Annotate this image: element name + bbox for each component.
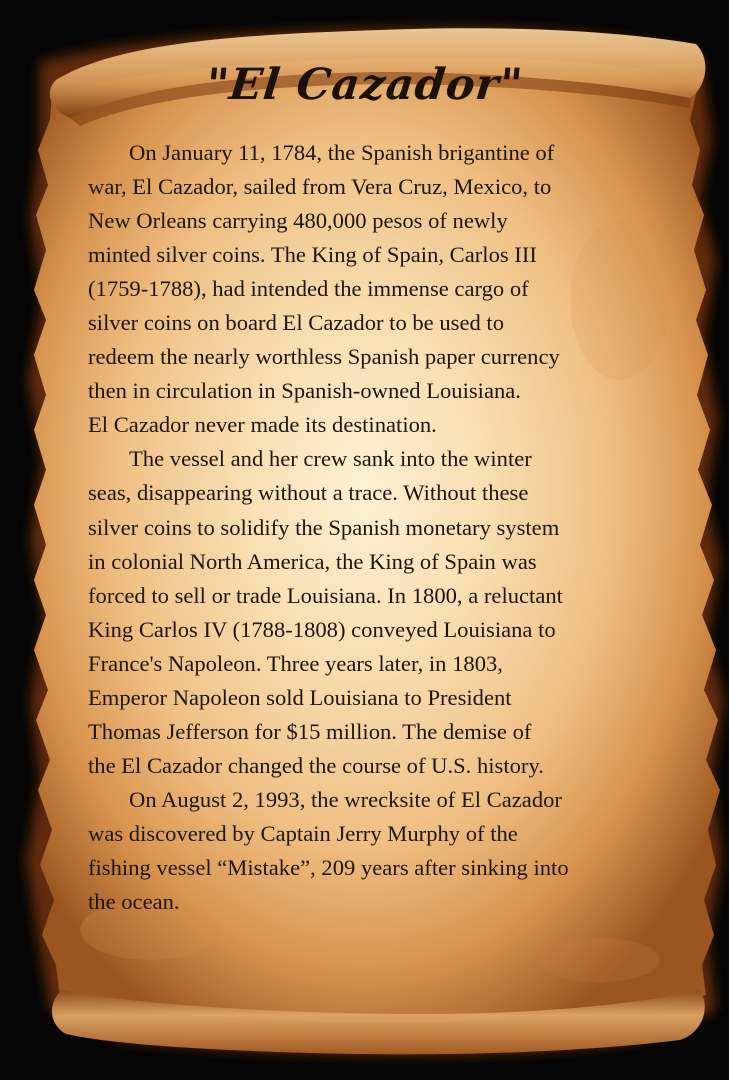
text-line: silver coins to solidify the Spanish monetary system — [88, 514, 560, 540]
document-title: "El Cazador" — [203, 60, 526, 110]
document-body — [88, 136, 673, 919]
text-line: forced to sell or trade Louisiana. In 1800, a reluctant — [88, 582, 563, 608]
text-line: On August 2, 1993, the wrecksite of El Cazador — [129, 786, 562, 812]
text-line: the El Cazador changed the course of U.S. history. — [88, 752, 544, 778]
text-line: the ocean. — [88, 889, 180, 915]
text-line: was discovered by Captain Jerry Murphy of the — [88, 820, 518, 846]
text-line: seas, disappearing without a trace. Without these — [88, 480, 529, 506]
text-line: France's Napoleon. Three years later, in 1803, — [88, 650, 503, 676]
text-line: New Orleans carrying 480,000 pesos of newly — [88, 208, 508, 234]
text-line: Thomas Jefferson for $15 million. The demise of — [88, 718, 532, 744]
text-line: silver coins on board El Cazador to be used to — [88, 310, 504, 336]
text-line: fishing vessel “Mistake”, 209 years after sinking into — [88, 854, 569, 880]
text-line: war, El Cazador, sailed from Vera Cruz, Mexico, to — [88, 174, 552, 200]
text-line: then in circulation in Spanish-owned Louisiana. — [88, 378, 521, 404]
text-line: On January 11, 1784, the Spanish brigantine of — [129, 140, 555, 165]
text-line: Emperor Napoleon sold Louisiana to President — [88, 684, 512, 710]
text-line: El Cazador never made its destination. — [88, 412, 437, 438]
text-line: minted silver coins. The King of Spain, Carlos III — [88, 242, 537, 268]
text-line: The vessel and her crew sank into the winter — [129, 446, 532, 472]
text-line: King Carlos IV (1788-1808) conveyed Louisiana to — [88, 616, 556, 642]
text-line: redeem the nearly worthless Spanish paper currency — [88, 344, 560, 370]
text-line: (1759-1788), had intended the immense cargo of — [88, 276, 529, 302]
paragraph-3 — [88, 783, 673, 919]
paragraph-2 — [88, 442, 673, 782]
text-line: in colonial North America, the King of Spain was — [88, 548, 537, 574]
paragraph-1 — [88, 136, 673, 442]
stain — [540, 938, 660, 982]
